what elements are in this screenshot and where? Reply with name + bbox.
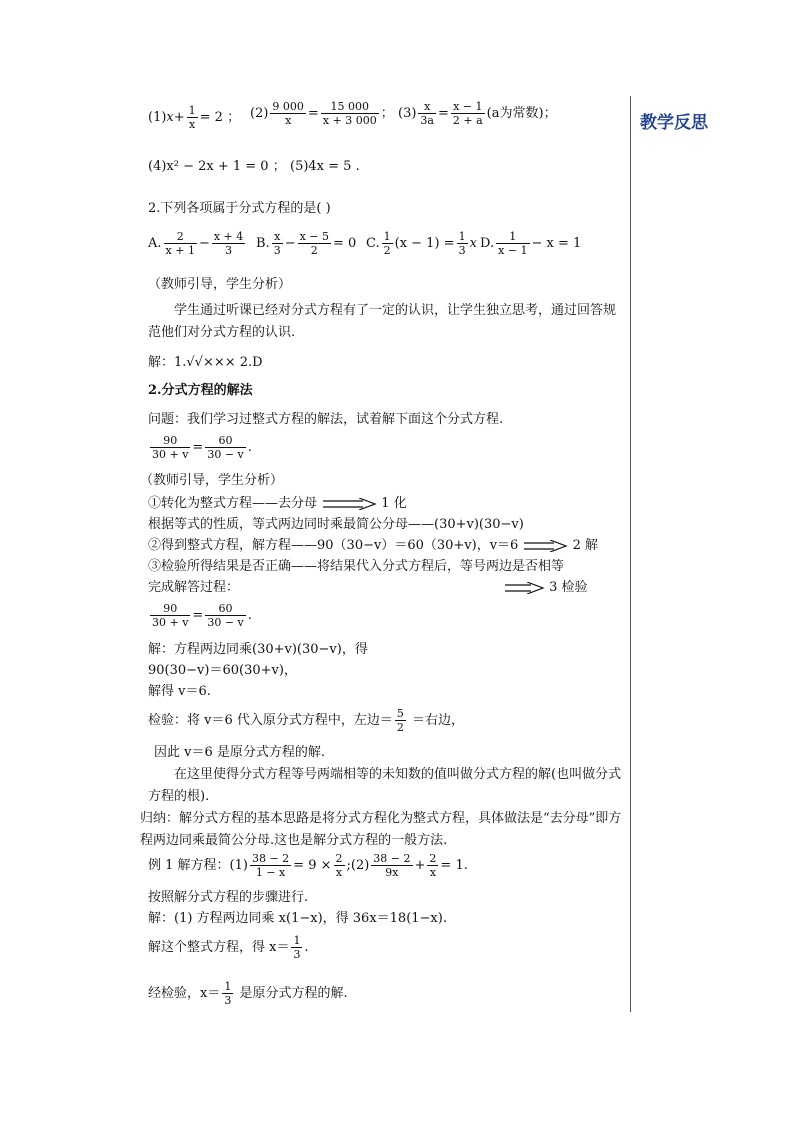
equation-1: $\frac{90}{30 + v}$ = $\frac{60}{30 - v}$ . <box>152 434 252 461</box>
problem-statement: 问题：我们学习过整式方程的解法，试着解下面这个分式方程. <box>148 412 504 427</box>
step-2: ②得到整式方程，解方程——90（30−v）＝60（30+v)，v＝6 2 解 <box>148 538 599 553</box>
exercise-item-1: (1)x+ $\frac{1}{x}$ = 2 ； <box>148 104 241 131</box>
exercise-item-2: (2) $\frac{9 000}{x}$ = $\frac{15 000}{x + 3 000}$ ； <box>250 100 394 127</box>
step-3-tag: 3 检验 <box>503 581 588 594</box>
paragraph-2: 在这里使得分式方程等号两端相等的未知数的值叫做分式方程的解(也叫做分式方程的根). <box>148 767 622 804</box>
margin-divider <box>630 96 631 1012</box>
step-1-detail: 根据等式的性质，等式两边同时乘最简公分母——(30+v)(30−v) <box>148 517 524 532</box>
arrow-right-icon <box>503 582 545 594</box>
steps-intro: 按照解分式方程的步骤进行. <box>148 890 309 905</box>
option-d: D. $\frac{1}{x - 1}$ − x = 1 <box>480 230 582 257</box>
section-heading-2: 2.分式方程的解法 <box>148 383 253 398</box>
solution-line-2: 90(30−v)＝60(30+v)， <box>148 663 297 678</box>
sidebar-title: 教学反思 <box>640 113 708 133</box>
paragraph-1: 学生通过听课已经对分式方程有了一定的认识，让学生独立思考，通过回答规范他们对分式方程的认识. <box>148 303 617 340</box>
exercise-item-4: (4)x² − 2x + 1 = 0 ； <box>148 159 286 174</box>
step-3-detail: 完成解答过程： <box>148 580 240 595</box>
exercise-item-3: (3) $\frac{x}{3a}$ = $\frac{x - 1}{2 + a}$ (a为常数)； <box>398 100 557 127</box>
arrow-right-icon <box>522 540 568 552</box>
check-line: 检验：将 v＝6 代入原分式方程中，左边＝ $\frac{5}{2}$ ＝右边， <box>148 707 465 734</box>
question-2: 2.下列各项属于分式方程的是( ) <box>148 201 331 216</box>
equation-2: $\frac{90}{30 + v}$ = $\frac{60}{30 - v}$ . <box>152 602 252 629</box>
example-solution-3: 经检验，x＝ $\frac{1}{3}$ 是原分式方程的解. <box>148 980 348 1007</box>
conclusion: 因此 v＝6 是原分式方程的解. <box>154 745 326 760</box>
example-solution-2: 解这个整式方程，得 x＝ $\frac{1}{3}$ . <box>148 934 309 961</box>
exercise-item-5: (5)4x = 5 . <box>290 159 360 174</box>
option-c: C. $\frac{1}{2}$ (x − 1) = $\frac{1}{3}$ x <box>366 230 477 257</box>
arrow-right-icon <box>321 498 377 510</box>
option-a: A. $\frac{2}{x + 1}$ − $\frac{x + 4}{3}$ <box>148 230 244 257</box>
example-1: 例 1 解方程：(1) $\frac{38 - 2}{1 - x}$ = 9 × $\frac{2}{x}$ ;(2) $\frac{38 - 2}{9x}$ + $\frac{2}{x}$ = 1. <box>148 852 468 879</box>
answer-1: 解：1.√√××× 2.D <box>148 355 263 370</box>
teacher-guide-2: （教师引导，学生分析） <box>140 473 284 488</box>
solution-line-1: 解：方程两边同乘(30+v)(30−v)，得 <box>148 642 368 657</box>
step-3: ③检验所得结果是否正确——将结果代入分式方程后，等号两边是否相等 <box>148 559 565 574</box>
option-b: B. $\frac{x}{3}$ − $\frac{x - 5}{2}$ = 0 <box>256 230 357 257</box>
summary: 归纳：解分式方程的基本思路是将分式方程化为整式方程，具体做法是“去分母”即方程两边同乘最简公分母.这也是解分式方程的一般方法. <box>140 811 622 848</box>
example-solution-1: 解：(1) 方程两边同乘 x(1−x)，得 36x＝18(1−x). <box>148 911 447 926</box>
solution-line-3: 解得 v＝6. <box>148 684 211 699</box>
step-1: ①转化为整式方程——去分母 1 化 <box>148 496 407 511</box>
teacher-guide-1: （教师引导，学生分析） <box>148 277 292 292</box>
